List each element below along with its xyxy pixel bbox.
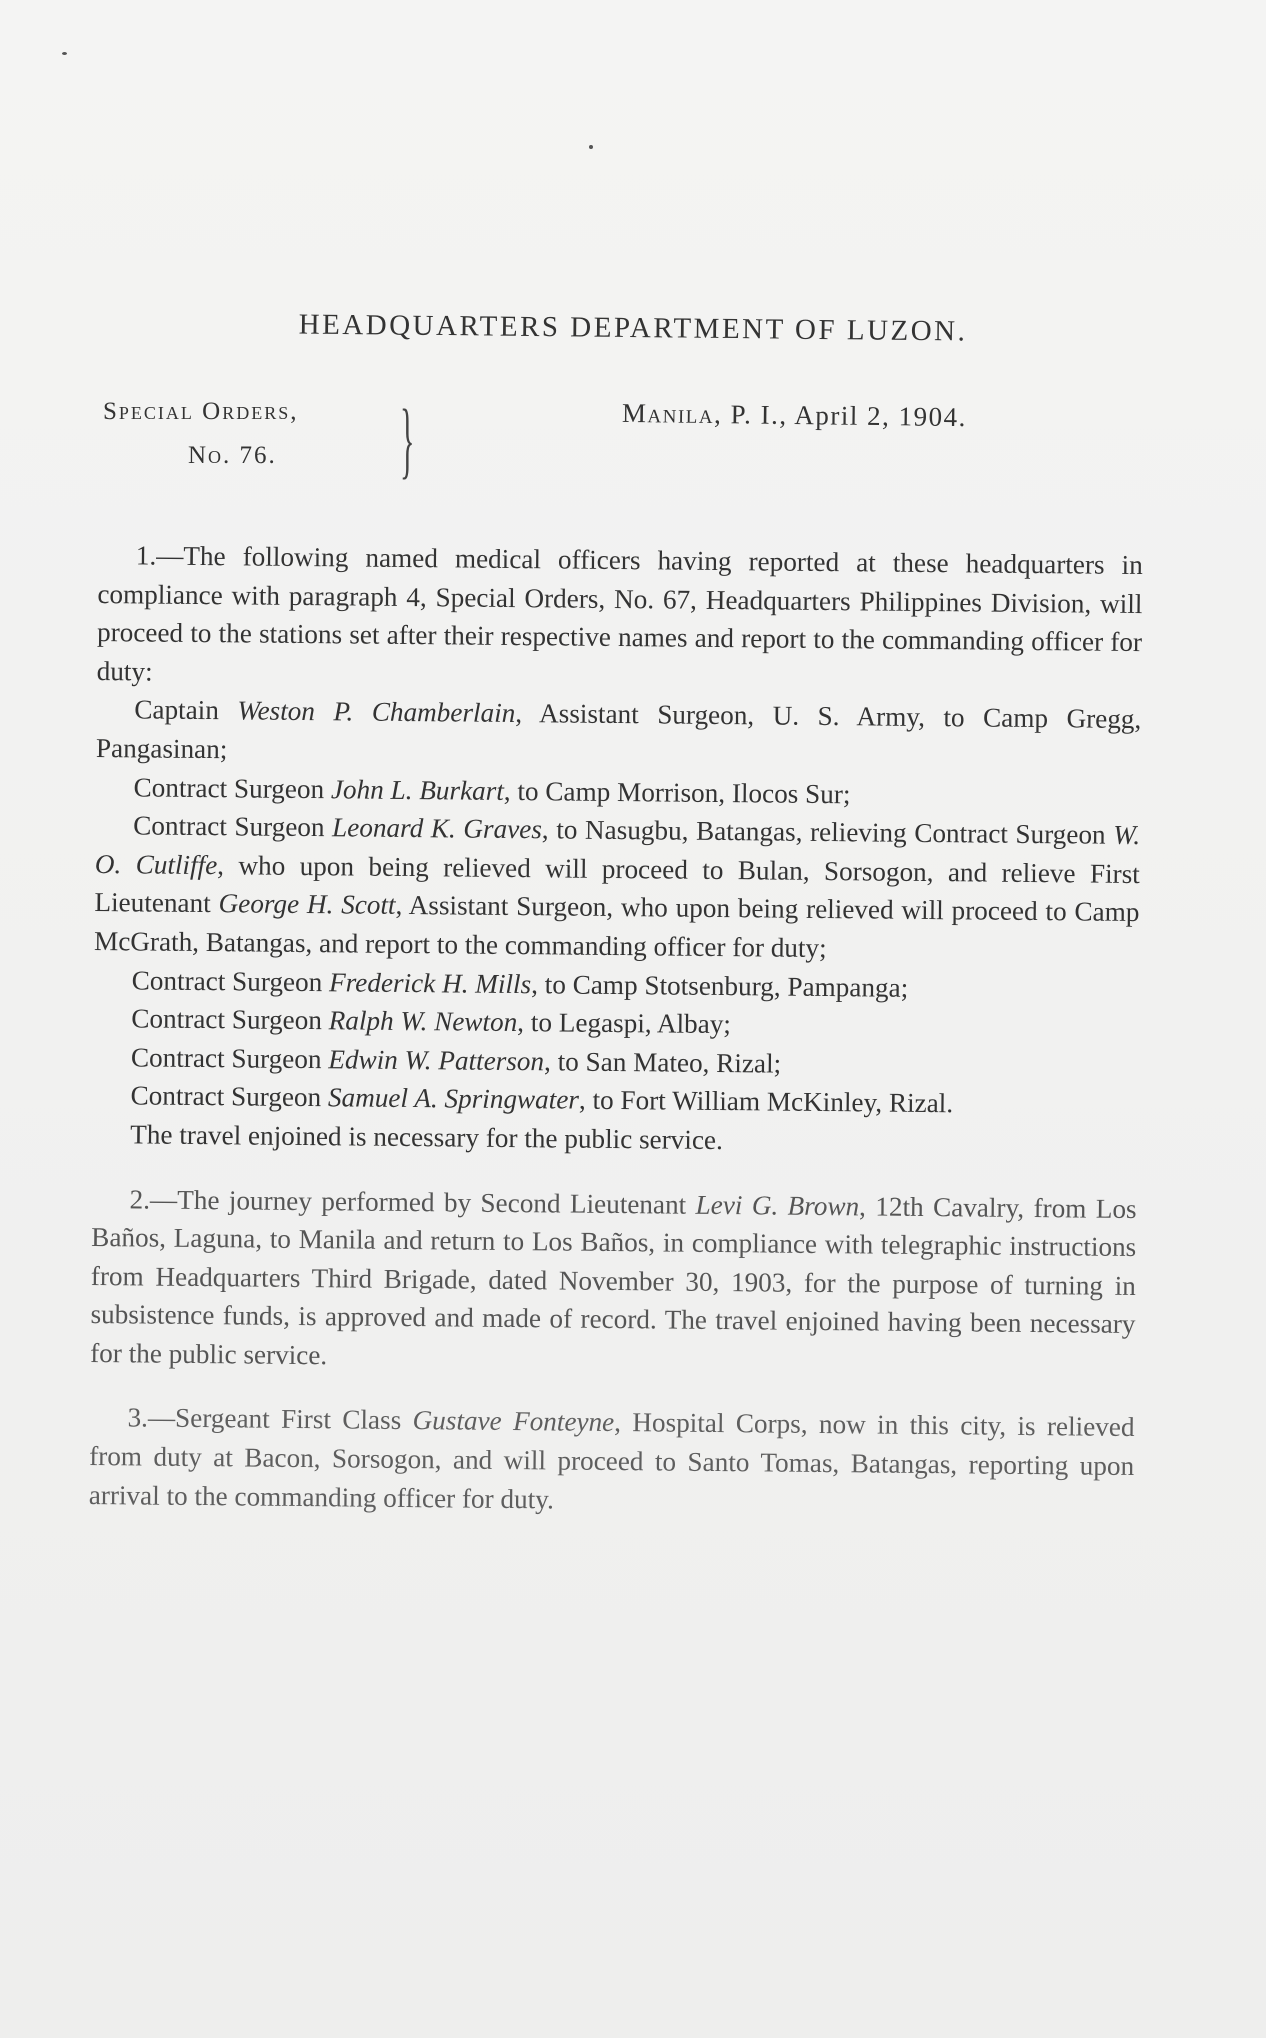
entry-3: Contract Surgeon Leonard K. Graves, to Nasugbu, Batangas, relieving Contract Surgeon W. O. Cutliffe, who upon being relieved will proceed to Bulan, Sorsogon, and relieve First Lieutenant George H. Scott, Assistant Surgeon, who upon being relieved will proceed to Camp McGrath, Batangas, and report to the commanding officer for duty; [93,810,1141,963]
dateline-place: Manila, P. I., [621,397,788,430]
officer-name: W. O. Cutliffe [94,819,1141,880]
officer-name: Leonard K. Graves [331,812,543,845]
orders-label: Special Orders, [103,398,299,425]
entry-7: Contract Surgeon Samuel A. Springwater, to Fort William McKinley, Rizal. [130,1080,954,1119]
officer-name: Frederick H. Mills [328,966,532,999]
paragraph-1-intro: 1.—The following named medical officers having reported at these headquarters in compliance with paragraph 4, Special Orders, No. 67, Headquarters Philippines Division, will proceed to the stations set after their respective names and report to the commanding officer for duty: [96,540,1143,687]
dateline-date: April 2, 1904. [794,400,968,433]
orders-body [89,536,1143,1524]
entry-4: Contract Surgeon Frederick H. Mills, to Camp Stotsenburg, Pampanga; [131,964,909,1003]
orders-number: No. 76. [188,442,277,469]
paragraph-2: 2.—The journey performed by Second Lieutenant Levi G. Brown, 12th Cavalry, from Los Baños, Laguna, to Manila and return to Los Baños, in compliance with telegraphic instructions from Headquarters Third Brigade, dated November 30, 1903, for the purpose of turning in subsistence funds, is approved and made of record. The travel enjoined having been necessary for the public service. [90,1183,1137,1371]
officer-name: Edwin W. Patterson [328,1043,545,1077]
brace-mark: } [400,391,415,487]
officer-name: Weston P. Chamberlain [237,695,516,729]
entry-5: Contract Surgeon Ralph W. Newton, to Legaspi, Albay; [131,1003,732,1040]
entry-6: Contract Surgeon Edwin W. Patterson, to San Mateo, Rizal; [130,1042,782,1079]
special-orders-label [103,398,298,470]
paragraph-3: 3.—Sergeant First Class Gustave Fonteyne, Hospital Corps, now in this city, is relieved from duty at Bacon, Sorsogon, and will proceed to Santo Tomas, Batangas, reporting upon arrival to the commanding officer for duty. [88,1402,1135,1515]
entry-2: Contract Surgeon John L. Burkart, to Camp Morrison, Ilocos Sur; [133,771,851,809]
ink-speck [62,52,67,55]
dateline [622,398,967,433]
paragraph-1-closing: The travel enjoined is necessary for the public service. [130,1119,723,1155]
officer-name: Gustave Fonteyne [412,1405,615,1438]
officer-name: George H. Scott [218,888,396,921]
page-title: HEADQUARTERS DEPARTMENT OF LUZON. [298,308,968,348]
officer-name: John L. Burkart [330,773,505,806]
officer-name: Samuel A. Springwater [327,1082,580,1115]
officer-name: Levi G. Brown [695,1189,860,1221]
officer-name: Ralph W. Newton [328,1005,518,1038]
entry-1: Captain Weston P. Chamberlain, Assistant Surgeon, U. S. Army, to Camp Gregg, Pangasinan; [95,694,1142,765]
ink-speck [589,145,593,149]
